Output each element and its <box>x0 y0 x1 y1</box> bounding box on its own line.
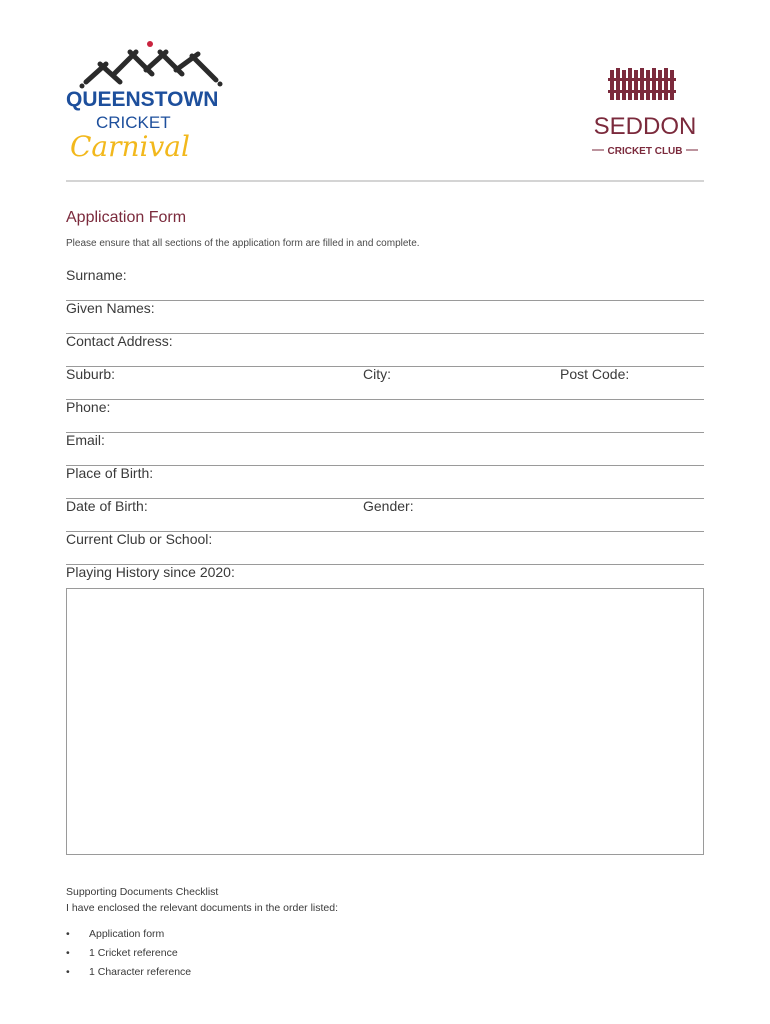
contact-address-label: Contact Address: <box>66 333 173 349</box>
picket-fence-icon <box>608 68 676 100</box>
surname-field[interactable] <box>66 267 704 301</box>
checklist-subtitle: I have enclosed the relevant documents in the order listed: <box>66 902 338 914</box>
queenstown-cricket-carnival-logo <box>64 40 244 165</box>
place-of-birth-label: Place of Birth: <box>66 465 154 481</box>
logo-cricket-club-text: CRICKET CLUB <box>607 146 683 157</box>
checklist-item-label: Application form <box>89 928 165 940</box>
form-title: Application Form <box>66 209 187 226</box>
logo-cricket-text: CRICKET <box>96 113 171 132</box>
current-club-label: Current Club or School: <box>66 531 213 547</box>
bullet-icon: • <box>66 928 70 940</box>
playing-history-textarea[interactable] <box>66 588 704 855</box>
form-instruction: Please ensure that all sections of the application form are filled in and complete. <box>66 238 420 249</box>
gender-label: Gender: <box>363 498 414 514</box>
phone-label: Phone: <box>66 399 111 415</box>
contact-address-field[interactable] <box>66 333 704 367</box>
current-club-field[interactable] <box>66 531 704 565</box>
checklist-title: Supporting Documents Checklist <box>66 886 219 898</box>
logo-seddon-text: SEDDON <box>593 113 697 140</box>
checklist-item-label: 1 Character reference <box>89 966 192 978</box>
surname-label: Surname: <box>66 267 127 283</box>
city-label: City: <box>363 366 391 382</box>
date-of-birth-label: Date of Birth: <box>66 498 148 514</box>
bullet-icon: • <box>66 947 70 959</box>
playing-history-label: Playing History since 2020: <box>66 564 235 580</box>
email-label: Email: <box>66 432 105 448</box>
bullet-icon: • <box>66 966 70 978</box>
crossed-bats-icon <box>80 41 223 89</box>
email-field[interactable] <box>66 432 704 466</box>
place-of-birth-field[interactable] <box>66 465 704 499</box>
phone-field[interactable] <box>66 399 704 433</box>
checklist-item-label: 1 Cricket reference <box>89 947 178 959</box>
dob-gender-row[interactable] <box>66 498 704 532</box>
post-code-label: Post Code: <box>560 366 630 382</box>
logo-carnival-text: Carnival <box>70 130 190 163</box>
suburb-label: Suburb: <box>66 366 116 382</box>
suburb-city-postcode-row[interactable] <box>66 366 704 400</box>
header-divider <box>66 180 704 182</box>
seddon-cricket-club-logo <box>580 66 710 161</box>
logo-queenstown-text: QUEENSTOWN <box>66 88 219 111</box>
given-names-label: Given Names: <box>66 300 155 316</box>
given-names-field[interactable] <box>66 300 704 334</box>
